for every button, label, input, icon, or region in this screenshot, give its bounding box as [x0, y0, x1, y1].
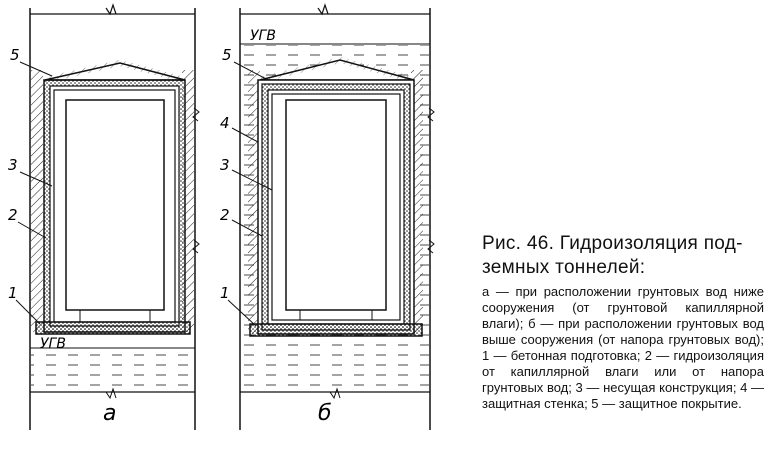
panel-b [220, 5, 434, 430]
callout-b-1: 1 [220, 284, 230, 302]
figure-caption-title: Рис. 46. Гидроизоляция под-земных тоннелей: [482, 233, 743, 278]
callout-a-1: 1 [8, 284, 18, 302]
panel-a [8, 5, 199, 430]
callout-b-4: 4 [220, 114, 230, 132]
figure-caption-body [482, 284, 764, 412]
ugv-label-b: УГВ [250, 28, 276, 44]
callout-a-2: 2 [8, 206, 18, 224]
callout-a-5: 5 [10, 46, 20, 64]
callout-a-3: 3 [8, 156, 18, 174]
figure-caption-text: а — при расположении грунтовых вод ниже сооружения (от грунтовой капиллярной влаги); б — при расположении грунтовых вод выше сооружения (от напора грунтовых вод); 1 — бетонная подготовка; 2 — гидроизоляция от капиллярной влаги или от напора грунтовых вод; 3 — несущая конструкция; 4 — защитная стенка; 5 — защитное покрытие. [482, 284, 764, 411]
ugv-label-a: УГВ [40, 336, 66, 352]
callout-b-3: 3 [220, 156, 230, 174]
callout-b-5: 5 [222, 46, 232, 64]
panel-label-a: а [103, 401, 117, 426]
panel-label-b: б [318, 401, 332, 426]
callout-b-2: 2 [220, 206, 230, 224]
